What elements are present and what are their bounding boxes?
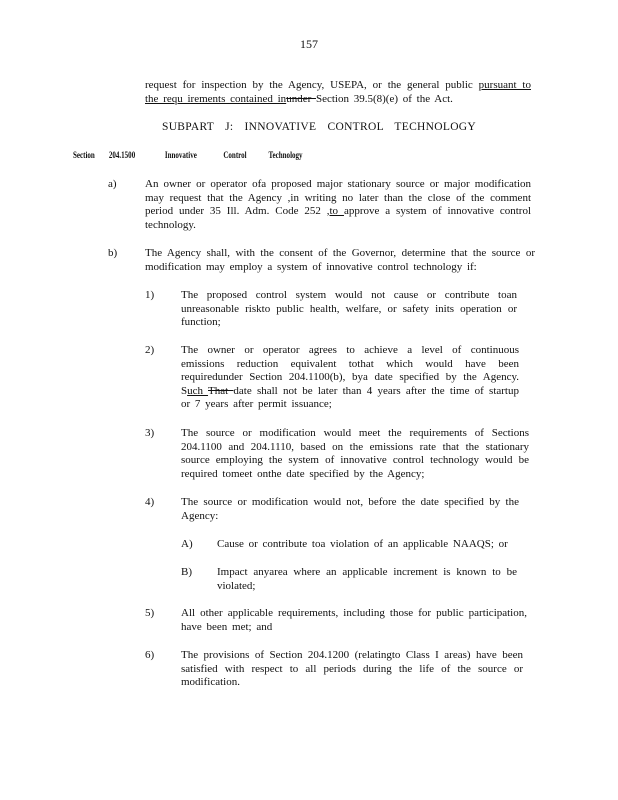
intro-paragraph xyxy=(145,79,531,106)
item-b-marker: b) xyxy=(108,247,118,259)
section-number: 204.1500 xyxy=(108,150,136,160)
item-b2-struck: That xyxy=(208,384,234,397)
item-b5-marker: 5) xyxy=(145,607,155,619)
item-b4B-marker: B) xyxy=(181,566,192,578)
item-b-text: The Agency shall, with the consent of the Governor, determine that the source or modification may employ a system of innovative control technology if: xyxy=(145,247,535,273)
item-b6-text: The provisions of Section 204.1200 (relatingto Class I areas) have been satisfied with respect to all periods during the life of the source or modification. xyxy=(181,649,523,689)
section-title-word-2: Control xyxy=(223,150,247,160)
item-b1-text: The proposed control system would not cause or contribute toan unreasonable riskto public health, welfare, or safety inits operation or function; xyxy=(181,289,517,329)
item-b2-underlined: uch xyxy=(187,384,209,397)
item-b3-marker: 3) xyxy=(145,427,155,439)
section-title-word-3: Technology xyxy=(268,150,303,160)
section-heading xyxy=(73,150,317,160)
subpart-title: SUBPART J: INNOVATIVE CONTROL TECHNOLOGY xyxy=(162,121,477,133)
item-b2-text-2: date shall not be later than 4 years after the time of startup or 7 years after permit issuance; xyxy=(181,384,519,411)
item-b4A-text: Cause or contribute toa violation of an applicable NAAQS; or xyxy=(217,538,508,550)
intro-underlined-text: pursuant to xyxy=(478,79,531,91)
intro-text: request for inspection by the Agency, USEPA, or the general public xyxy=(145,79,479,91)
item-b2-text-1: The owner or operator agrees to achieve a level of continuous emissions reduction equivalent tothat which would have been requiredunder Section 204.1100(b), bya date specified by the Agency. S xyxy=(181,344,519,397)
page-number: 157 xyxy=(300,37,318,51)
intro-struck-text: under xyxy=(286,92,316,105)
item-b2-marker: 2) xyxy=(145,344,155,356)
intro-underlined-text-2: the requ irements contained in xyxy=(145,92,287,105)
intro-text-end: Section 39.5(8)(e) of the Act. xyxy=(315,92,453,105)
item-b5-text: All other applicable requirements, including those for public participation, have been met; and xyxy=(181,607,527,633)
section-title-word-1: Innovative xyxy=(164,150,197,160)
section-label: Section xyxy=(73,150,95,160)
item-b3-text: The source or modification would meet the requirements of Sections 204.1100 and 204.1110, based on the emissions rate that the stationary source employing the system of innovative control technology would be required tomeet onthe date specified by the Agency; xyxy=(181,427,529,480)
item-a-text xyxy=(145,178,531,232)
item-a-marker: a) xyxy=(108,178,117,190)
item-a-text-1: An owner or operator ofa proposed major stationary source or major modification may request that the Agency ,in writing no later than the close of the comment period under 35 Ill. Adm. Code 252 , xyxy=(145,178,531,218)
item-a-text-2: approve a system of innovative control technology. xyxy=(145,205,532,231)
item-b4B-text: Impact anyarea where an applicable increment is known to be violated; xyxy=(217,566,517,592)
item-a-underlined: to xyxy=(329,205,344,218)
item-b4-marker: 4) xyxy=(145,496,155,508)
item-b2-text xyxy=(181,344,519,412)
item-b6-marker: 6) xyxy=(145,649,155,661)
item-b1-marker: 1) xyxy=(145,289,155,301)
item-b4A-marker: A) xyxy=(181,538,193,550)
item-b4-text: The source or modification would not, before the date specified by the Agency: xyxy=(181,496,519,522)
